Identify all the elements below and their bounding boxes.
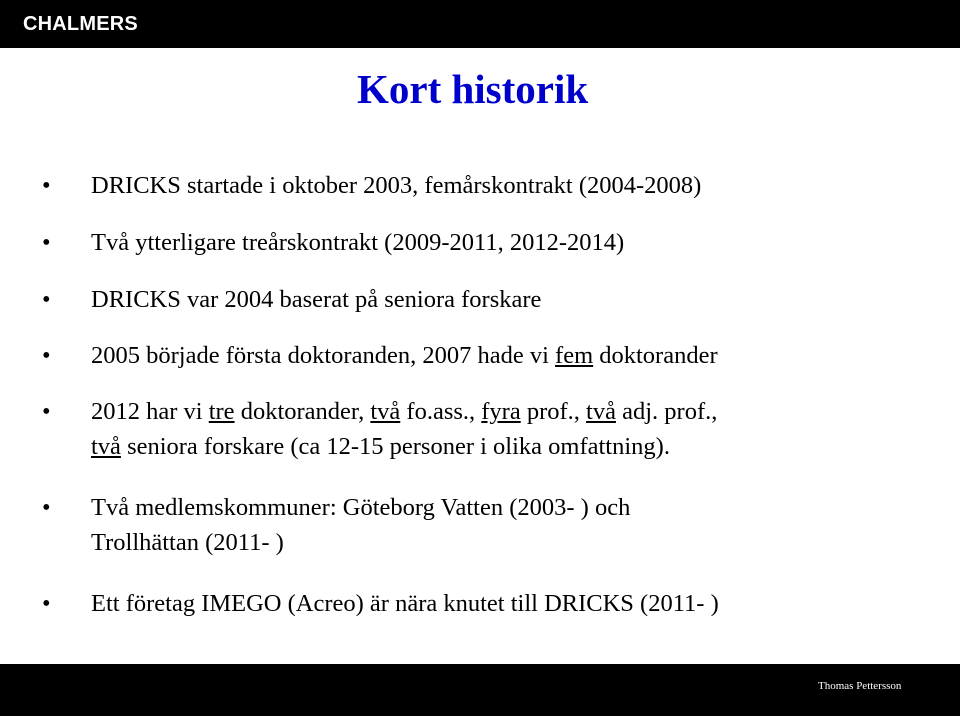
text-segment: 2012 har vi (91, 398, 209, 425)
bullet-text: DRICKS startade i oktober 2003, femårskontrakt (2004-2008) (91, 172, 702, 199)
text-segment: adj. prof., (615, 398, 718, 425)
text-segment: seniora forskare (ca 12-15 personer i olika omfattning). (120, 433, 670, 460)
underlined-text: två (586, 398, 616, 425)
bullet-icon: • (42, 172, 51, 199)
text-segment: doktorander (593, 342, 718, 369)
bullet-icon: • (42, 286, 51, 313)
bullet-icon: • (42, 229, 51, 256)
bullet-icon: • (42, 342, 51, 369)
text-segment: fo.ass., (400, 398, 482, 425)
underlined-text: tre (208, 398, 235, 425)
chalmers-logo: CHALMERS (23, 13, 138, 35)
slide-title: Kort historik (357, 66, 589, 112)
bullet-text (91, 338, 921, 373)
header-bar (0, 0, 960, 48)
bullet-text: Två ytterligare treårskontrakt (2009-2011, 2012-2014) (91, 229, 625, 256)
bullet-text: Ett företag IMEGO (Acreo) är nära knutet till DRICKS (2011- ) (91, 590, 719, 617)
bullet-text (91, 394, 921, 464)
underlined-text: fyra (481, 398, 521, 425)
underlined-text: två (91, 433, 121, 460)
footer-bar (0, 664, 960, 716)
bullet-icon: • (42, 494, 51, 521)
bullet-text (91, 490, 921, 560)
text-line: Trollhättan (2011- ) (91, 529, 284, 556)
text-segment: prof., (520, 398, 587, 425)
underlined-text: två (370, 398, 401, 425)
text-line (91, 394, 921, 429)
bullet-text: DRICKS var 2004 baserat på seniora forskare (91, 286, 542, 313)
text-segment: 2005 började första doktoranden, 2007 hade vi (91, 342, 556, 369)
text-line: Två medlemskommuner: Göteborg Vatten (2003- ) och (91, 494, 631, 521)
text-segment: doktorander, (234, 398, 371, 425)
text-line (91, 429, 921, 464)
bullet-icon: • (42, 398, 51, 425)
underlined-text: fem (555, 342, 594, 369)
bullet-icon: • (42, 590, 51, 617)
footer-author: Thomas Pettersson (818, 680, 902, 692)
